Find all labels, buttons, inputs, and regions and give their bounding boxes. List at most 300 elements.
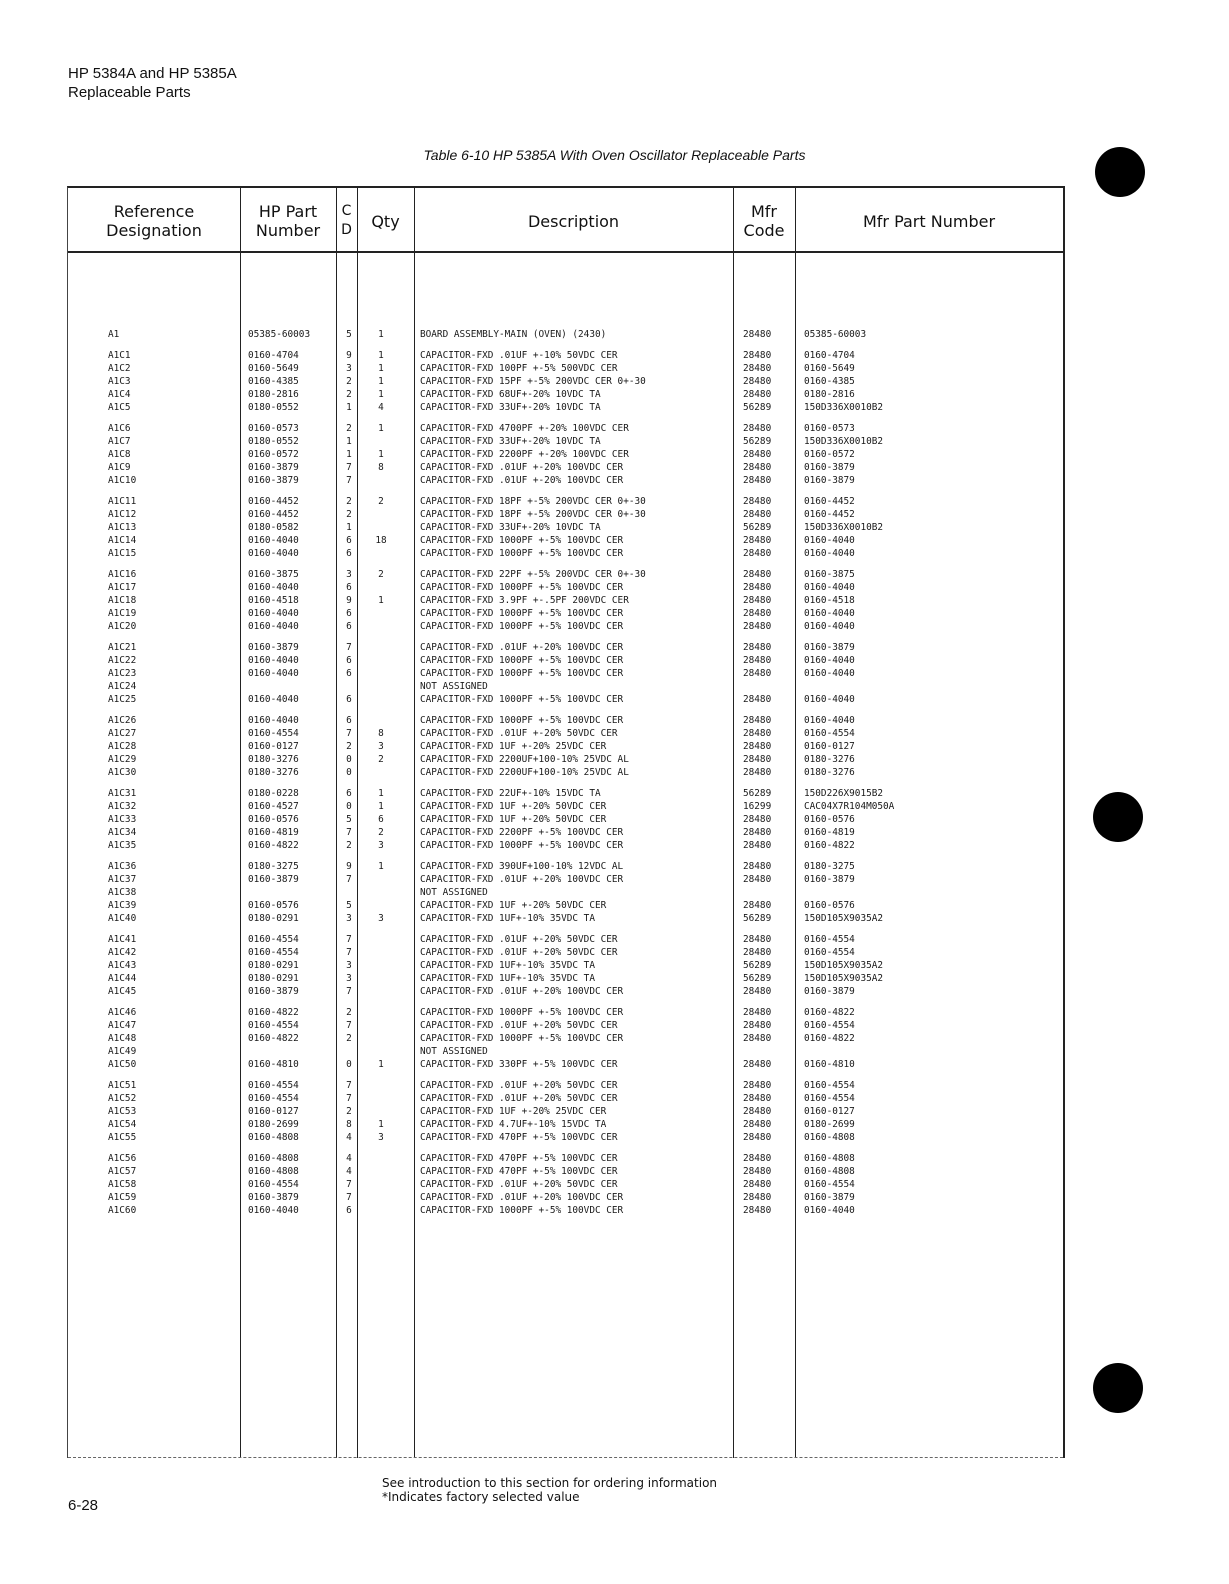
cell-part-number: 0160-4554 [248, 934, 299, 945]
cell-cd: 3 [346, 960, 352, 971]
cell-reference: A1C59 [108, 1192, 137, 1203]
cell-mfr-part-number: 0160-4819 [804, 827, 855, 838]
binder-hole-bottom [1093, 1363, 1143, 1413]
cell-part-number: 0180-0291 [248, 960, 299, 971]
cell-reference: A1C11 [108, 496, 137, 507]
cell-mfr-part-number: 0160-3879 [804, 986, 855, 997]
cell-reference: A1C16 [108, 569, 137, 580]
cell-mfr-part-number: 0160-4040 [804, 582, 855, 593]
cell-reference: A1C25 [108, 694, 137, 705]
table-row [68, 959, 1063, 972]
table-row [68, 654, 1063, 667]
cell-description: NOT ASSIGNED [420, 887, 488, 898]
cell-mfr-code: 28480 [743, 1059, 772, 1070]
cell-reference: A1C33 [108, 814, 137, 825]
cell-part-number: 0160-3879 [248, 874, 299, 885]
cell-reference: A1C54 [108, 1119, 137, 1130]
cell-description: CAPACITOR-FXD 1000PF +-5% 100VDC CER [420, 668, 624, 679]
cell-cd: 7 [346, 462, 352, 473]
cell-description: CAPACITOR-FXD 1000PF +-5% 100VDC CER [420, 621, 624, 632]
cell-part-number: 0180-2699 [248, 1119, 299, 1130]
cell-part-number: 0160-4554 [248, 1020, 299, 1031]
binder-hole-top [1095, 147, 1145, 197]
cell-mfr-part-number: 0160-0573 [804, 423, 855, 434]
cell-reference: A1C58 [108, 1179, 137, 1190]
cell-mfr-part-number: 0160-4040 [804, 548, 855, 559]
cell-mfr-part-number: 0160-4810 [804, 1059, 855, 1070]
cell-cd: 2 [346, 840, 352, 851]
cell-reference: A1C40 [108, 913, 137, 924]
cell-cd: 4 [346, 1166, 352, 1177]
table-row [68, 933, 1063, 946]
cell-cd: 7 [346, 1192, 352, 1203]
cell-qty: 1 [378, 329, 384, 340]
cell-description: BOARD ASSEMBLY-MAIN (OVEN) (2430) [420, 329, 607, 340]
cell-reference: A1C28 [108, 741, 137, 752]
footnote-factory-selected: *Indicates factory selected value [382, 1490, 580, 1504]
table-row [68, 474, 1063, 487]
column-header-mfr-code: Mfr Code [743, 202, 785, 240]
cell-reference: A1C21 [108, 642, 137, 653]
cell-cd: 9 [346, 350, 352, 361]
cell-qty: 1 [378, 449, 384, 460]
cell-mfr-code: 28480 [743, 1179, 772, 1190]
cell-cd: 7 [346, 475, 352, 486]
cell-qty: 1 [378, 595, 384, 606]
cell-cd: 5 [346, 900, 352, 911]
header-title: HP 5384A and HP 5385A [68, 65, 237, 82]
table-row [68, 521, 1063, 534]
cell-mfr-code: 28480 [743, 934, 772, 945]
cell-part-number: 0180-0552 [248, 402, 299, 413]
cell-reference: A1C1 [108, 350, 131, 361]
table-row [68, 873, 1063, 886]
cell-description: CAPACITOR-FXD 18PF +-5% 200VDC CER 0+-30 [420, 509, 646, 520]
cell-description: CAPACITOR-FXD 18PF +-5% 200VDC CER 0+-30 [420, 496, 646, 507]
table-row [68, 946, 1063, 959]
cell-cd: 1 [346, 436, 352, 447]
cell-description: CAPACITOR-FXD 1UF+-10% 35VDC TA [420, 913, 595, 924]
cell-qty: 6 [378, 814, 384, 825]
cell-part-number: 0160-0573 [248, 423, 299, 434]
table-row [68, 594, 1063, 607]
cell-reference: A1C24 [108, 681, 137, 692]
cell-mfr-code: 28480 [743, 535, 772, 546]
table-row [68, 680, 1063, 693]
cell-mfr-part-number: 0180-3276 [804, 754, 855, 765]
cell-reference: A1C60 [108, 1205, 137, 1216]
cell-mfr-code: 28480 [743, 509, 772, 520]
cell-part-number: 0160-4527 [248, 801, 299, 812]
cell-part-number: 0160-4822 [248, 1007, 299, 1018]
table-row [68, 328, 1063, 341]
cell-mfr-code: 28480 [743, 582, 772, 593]
cell-cd: 3 [346, 363, 352, 374]
table-row [68, 375, 1063, 388]
cell-reference: A1C2 [108, 363, 131, 374]
cell-reference: A1C9 [108, 462, 131, 473]
cell-part-number: 0160-4040 [248, 655, 299, 666]
cell-qty: 1 [378, 1059, 384, 1070]
cell-description: CAPACITOR-FXD 1000PF +-5% 100VDC CER [420, 840, 624, 851]
cell-qty: 3 [378, 741, 384, 752]
cell-reference: A1C43 [108, 960, 137, 971]
cell-reference: A1C35 [108, 840, 137, 851]
cell-part-number: 0160-4040 [248, 548, 299, 559]
table-row [68, 1191, 1063, 1204]
cell-mfr-code: 28480 [743, 1132, 772, 1143]
table-footnote [382, 1476, 717, 1504]
table-row [68, 1118, 1063, 1131]
table-row [68, 1131, 1063, 1144]
cell-cd: 7 [346, 874, 352, 885]
cell-part-number: 0180-0291 [248, 973, 299, 984]
footnote-ordering: See introduction to this section for ordering information [382, 1476, 718, 1490]
cell-mfr-code: 28480 [743, 608, 772, 619]
cell-description: CAPACITOR-FXD 1000PF +-5% 100VDC CER [420, 1205, 624, 1216]
cell-mfr-part-number: 0160-3879 [804, 642, 855, 653]
cell-description: CAPACITOR-FXD .01UF +-20% 100VDC CER [420, 986, 624, 997]
cell-cd: 7 [346, 1080, 352, 1091]
cell-mfr-part-number: 0160-4040 [804, 535, 855, 546]
cell-cd: 6 [346, 621, 352, 632]
cell-reference: A1C17 [108, 582, 137, 593]
cell-part-number: 0180-0552 [248, 436, 299, 447]
cell-description: CAPACITOR-FXD 1UF +-20% 50VDC CER [420, 900, 607, 911]
cell-cd: 3 [346, 973, 352, 984]
cell-part-number: 0160-0576 [248, 900, 299, 911]
cell-mfr-code: 28480 [743, 754, 772, 765]
cell-description: CAPACITOR-FXD .01UF +-20% 50VDC CER [420, 1020, 618, 1031]
cell-qty: 1 [378, 788, 384, 799]
cell-cd: 2 [346, 509, 352, 520]
cell-mfr-code: 28480 [743, 621, 772, 632]
cell-description: CAPACITOR-FXD 3.9PF +-.5PF 200VDC CER [420, 595, 629, 606]
table-row [68, 800, 1063, 813]
cell-mfr-code: 28480 [743, 874, 772, 885]
cell-mfr-part-number: 150D226X9015B2 [804, 788, 884, 799]
cell-description: CAPACITOR-FXD 1UF +-20% 25VDC CER [420, 741, 607, 752]
cell-part-number: 0160-4040 [248, 1205, 299, 1216]
cell-qty: 2 [378, 569, 384, 580]
cell-description: CAPACITOR-FXD .01UF +-20% 100VDC CER [420, 462, 624, 473]
cell-part-number: 0160-4819 [248, 827, 299, 838]
cell-mfr-code: 28480 [743, 655, 772, 666]
cell-part-number: 0160-5649 [248, 363, 299, 374]
cell-mfr-part-number: 0160-4040 [804, 668, 855, 679]
cell-qty: 3 [378, 840, 384, 851]
table-row [68, 693, 1063, 706]
cell-part-number: 0160-4704 [248, 350, 299, 361]
cell-part-number: 0160-3879 [248, 462, 299, 473]
cell-reference: A1C20 [108, 621, 137, 632]
cell-mfr-code: 28480 [743, 1007, 772, 1018]
cell-cd: 9 [346, 861, 352, 872]
table-row [68, 667, 1063, 680]
cell-mfr-code: 28480 [743, 767, 772, 778]
cell-reference: A1C12 [108, 509, 137, 520]
cell-mfr-code: 28480 [743, 389, 772, 400]
cell-part-number: 0160-4808 [248, 1166, 299, 1177]
cell-mfr-part-number: 0160-4554 [804, 1179, 855, 1190]
cell-cd: 0 [346, 754, 352, 765]
cell-description: CAPACITOR-FXD .01UF +-20% 50VDC CER [420, 1179, 618, 1190]
cell-mfr-code: 28480 [743, 642, 772, 653]
cell-description: CAPACITOR-FXD 2200PF +-5% 100VDC CER [420, 827, 624, 838]
table-row [68, 1105, 1063, 1118]
cell-mfr-code: 28480 [743, 1020, 772, 1031]
cell-mfr-code: 28480 [743, 548, 772, 559]
cell-mfr-part-number: 150D105X9035A2 [804, 960, 884, 971]
table-row [68, 495, 1063, 508]
cell-description: CAPACITOR-FXD 2200UF+100-10% 25VDC AL [420, 754, 629, 765]
cell-description: NOT ASSIGNED [420, 1046, 488, 1057]
cell-reference: A1C41 [108, 934, 137, 945]
cell-mfr-code: 28480 [743, 449, 772, 460]
cell-cd: 6 [346, 655, 352, 666]
cell-mfr-part-number: 0160-4808 [804, 1132, 855, 1143]
cell-description: CAPACITOR-FXD .01UF +-10% 50VDC CER [420, 350, 618, 361]
cell-part-number: 0160-4040 [248, 715, 299, 726]
cell-qty: 3 [378, 913, 384, 924]
cell-qty: 2 [378, 754, 384, 765]
cell-qty: 1 [378, 363, 384, 374]
cell-mfr-code: 28480 [743, 694, 772, 705]
cell-mfr-code: 28480 [743, 827, 772, 838]
cell-part-number: 0160-0572 [248, 449, 299, 460]
table-row [68, 1032, 1063, 1045]
column-header-qty: Qty [371, 212, 400, 231]
cell-description: CAPACITOR-FXD 1000PF +-5% 100VDC CER [420, 582, 624, 593]
cell-mfr-part-number: 0160-4452 [804, 509, 855, 520]
cell-part-number: 0160-4452 [248, 509, 299, 520]
cell-reference: A1C53 [108, 1106, 137, 1117]
cell-reference: A1C10 [108, 475, 137, 486]
cell-part-number: 0180-3276 [248, 767, 299, 778]
cell-reference: A1C42 [108, 947, 137, 958]
table-row [68, 435, 1063, 448]
table-row [68, 1204, 1063, 1217]
cell-reference: A1C36 [108, 861, 137, 872]
cell-mfr-code: 28480 [743, 1119, 772, 1130]
cell-cd: 6 [346, 788, 352, 799]
cell-reference: A1C31 [108, 788, 137, 799]
table-row [68, 714, 1063, 727]
cell-cd: 2 [346, 1033, 352, 1044]
cell-mfr-part-number: 0160-3875 [804, 569, 855, 580]
table-row [68, 620, 1063, 633]
cell-mfr-code: 28480 [743, 715, 772, 726]
cell-mfr-part-number: 0160-4808 [804, 1153, 855, 1164]
cell-cd: 5 [346, 329, 352, 340]
cell-part-number: 0160-4554 [248, 728, 299, 739]
cell-cd: 9 [346, 595, 352, 606]
cell-cd: 6 [346, 608, 352, 619]
cell-description: CAPACITOR-FXD .01UF +-20% 100VDC CER [420, 874, 624, 885]
cell-part-number: 0160-4040 [248, 668, 299, 679]
cell-mfr-code: 28480 [743, 1106, 772, 1117]
cell-mfr-code: 28480 [743, 376, 772, 387]
cell-mfr-part-number: 0160-0576 [804, 900, 855, 911]
cell-mfr-code: 28480 [743, 947, 772, 958]
cell-part-number: 0160-0127 [248, 741, 299, 752]
cell-description: CAPACITOR-FXD 1UF +-20% 25VDC CER [420, 1106, 607, 1117]
cell-part-number: 0160-3879 [248, 642, 299, 653]
table-row [68, 985, 1063, 998]
cell-mfr-part-number: 150D105X9035A2 [804, 913, 884, 924]
cell-description: CAPACITOR-FXD 470PF +-5% 100VDC CER [420, 1132, 618, 1143]
cell-reference: A1C57 [108, 1166, 137, 1177]
cell-mfr-code: 28480 [743, 1080, 772, 1091]
cell-mfr-part-number: 150D336X0010B2 [804, 436, 884, 447]
cell-qty: 8 [378, 728, 384, 739]
page-number: 6-28 [68, 1497, 99, 1514]
cell-mfr-part-number: 150D336X0010B2 [804, 402, 884, 413]
cell-reference: A1C49 [108, 1046, 137, 1057]
cell-mfr-code: 28480 [743, 350, 772, 361]
cell-mfr-part-number: 0160-0576 [804, 814, 855, 825]
cell-mfr-part-number: CAC04X7R104M050A [804, 801, 895, 812]
cell-reference: A1C23 [108, 668, 137, 679]
cell-part-number: 0160-4518 [248, 595, 299, 606]
table-row [68, 641, 1063, 654]
cell-description: CAPACITOR-FXD 1000PF +-5% 100VDC CER [420, 1033, 624, 1044]
cell-cd: 7 [346, 1020, 352, 1031]
cell-cd: 2 [346, 389, 352, 400]
cell-reference: A1C29 [108, 754, 137, 765]
cell-cd: 8 [346, 1119, 352, 1130]
cell-cd: 0 [346, 1059, 352, 1070]
cell-mfr-part-number: 0160-0127 [804, 741, 855, 752]
cell-mfr-code: 28480 [743, 496, 772, 507]
cell-description: CAPACITOR-FXD 68UF+-20% 10VDC TA [420, 389, 601, 400]
cell-description: CAPACITOR-FXD 1UF+-10% 35VDC TA [420, 960, 595, 971]
cell-qty: 1 [378, 389, 384, 400]
cell-reference: A1C34 [108, 827, 137, 838]
cell-reference: A1C44 [108, 973, 137, 984]
cell-mfr-code: 28480 [743, 814, 772, 825]
cell-mfr-part-number: 0160-4040 [804, 621, 855, 632]
table-row [68, 401, 1063, 414]
column-header-mfr-part-number: Mfr Part Number [862, 212, 996, 231]
cell-description: CAPACITOR-FXD 33UF+-20% 10VDC TA [420, 522, 601, 533]
cell-reference: A1C22 [108, 655, 137, 666]
cell-mfr-part-number: 150D105X9035A2 [804, 973, 884, 984]
cell-mfr-code: 28480 [743, 1192, 772, 1203]
cell-description: CAPACITOR-FXD .01UF +-20% 50VDC CER [420, 728, 618, 739]
cell-cd: 2 [346, 741, 352, 752]
cell-mfr-code: 56289 [743, 788, 772, 799]
cell-description: CAPACITOR-FXD .01UF +-20% 100VDC CER [420, 1192, 624, 1203]
cell-cd: 6 [346, 535, 352, 546]
cell-cd: 5 [346, 814, 352, 825]
table-row [68, 581, 1063, 594]
cell-description: CAPACITOR-FXD 22UF+-10% 15VDC TA [420, 788, 601, 799]
cell-description: CAPACITOR-FXD .01UF +-20% 50VDC CER [420, 947, 618, 958]
cell-mfr-code: 28480 [743, 1205, 772, 1216]
binder-hole-middle [1093, 792, 1143, 842]
cell-mfr-part-number: 0160-4704 [804, 350, 855, 361]
table-row [68, 388, 1063, 401]
cell-part-number: 0160-4385 [248, 376, 299, 387]
cell-cd: 7 [346, 728, 352, 739]
cell-mfr-part-number: 0160-0572 [804, 449, 855, 460]
column-header-reference: Reference Designation [106, 202, 202, 240]
cell-description: CAPACITOR-FXD 33UF+-20% 10VDC TA [420, 436, 601, 447]
cell-reference: A1C48 [108, 1033, 137, 1044]
cell-cd: 4 [346, 1132, 352, 1143]
cell-reference: A1C38 [108, 887, 137, 898]
cell-description: CAPACITOR-FXD 22PF +-5% 200VDC CER 0+-30 [420, 569, 646, 580]
cell-mfr-code: 56289 [743, 973, 772, 984]
cell-reference: A1C51 [108, 1080, 137, 1091]
cell-qty: 4 [378, 402, 384, 413]
table-row [68, 1019, 1063, 1032]
table-row [68, 508, 1063, 521]
cell-description: CAPACITOR-FXD .01UF +-20% 100VDC CER [420, 642, 624, 653]
cell-mfr-code: 28480 [743, 462, 772, 473]
cell-cd: 7 [346, 1093, 352, 1104]
table-row [68, 886, 1063, 899]
cell-mfr-part-number: 0160-4554 [804, 947, 855, 958]
cell-reference: A1C8 [108, 449, 131, 460]
cell-reference: A1C27 [108, 728, 137, 739]
column-header-description: Description [527, 212, 620, 231]
cell-mfr-part-number: 0160-4040 [804, 1205, 855, 1216]
cell-description: CAPACITOR-FXD 1UF +-20% 50VDC CER [420, 814, 607, 825]
cell-mfr-part-number: 0180-2816 [804, 389, 855, 400]
cell-mfr-code: 28480 [743, 668, 772, 679]
table-row [68, 826, 1063, 839]
cell-qty: 1 [378, 1119, 384, 1130]
cell-description: CAPACITOR-FXD 15PF +-5% 200VDC CER 0+-30 [420, 376, 646, 387]
cell-reference: A1C19 [108, 608, 137, 619]
table-row [68, 448, 1063, 461]
table-row [68, 1165, 1063, 1178]
cell-cd: 7 [346, 642, 352, 653]
cell-part-number: 0160-4554 [248, 1093, 299, 1104]
cell-cd: 6 [346, 668, 352, 679]
cell-description: CAPACITOR-FXD 330PF +-5% 100VDC CER [420, 1059, 618, 1070]
cell-cd: 6 [346, 548, 352, 559]
cell-qty: 18 [375, 535, 387, 546]
cell-qty: 1 [378, 861, 384, 872]
cell-part-number: 0160-3879 [248, 475, 299, 486]
cell-part-number: 0180-0228 [248, 788, 299, 799]
cell-mfr-part-number: 0160-4822 [804, 1007, 855, 1018]
cell-mfr-code: 28480 [743, 569, 772, 580]
cell-reference: A1C3 [108, 376, 131, 387]
cell-description: CAPACITOR-FXD 100PF +-5% 500VDC CER [420, 363, 618, 374]
cell-description: CAPACITOR-FXD 4.7UF+-10% 15VDC TA [420, 1119, 607, 1130]
cell-part-number: 0160-4040 [248, 582, 299, 593]
cell-cd: 0 [346, 767, 352, 778]
cell-mfr-code: 56289 [743, 436, 772, 447]
cell-mfr-code: 28480 [743, 363, 772, 374]
cell-reference: A1C6 [108, 423, 131, 434]
cell-mfr-part-number: 0160-5649 [804, 363, 855, 374]
table-row [68, 740, 1063, 753]
header-subtitle: Replaceable Parts [68, 84, 191, 101]
cell-qty: 1 [378, 376, 384, 387]
cell-cd: 7 [346, 1179, 352, 1190]
cell-qty: 2 [378, 496, 384, 507]
cell-cd: 7 [346, 827, 352, 838]
cell-part-number: 0160-4810 [248, 1059, 299, 1070]
cell-reference: A1C4 [108, 389, 131, 400]
cell-mfr-part-number: 0160-4554 [804, 728, 855, 739]
cell-description: CAPACITOR-FXD 1000PF +-5% 100VDC CER [420, 694, 624, 705]
